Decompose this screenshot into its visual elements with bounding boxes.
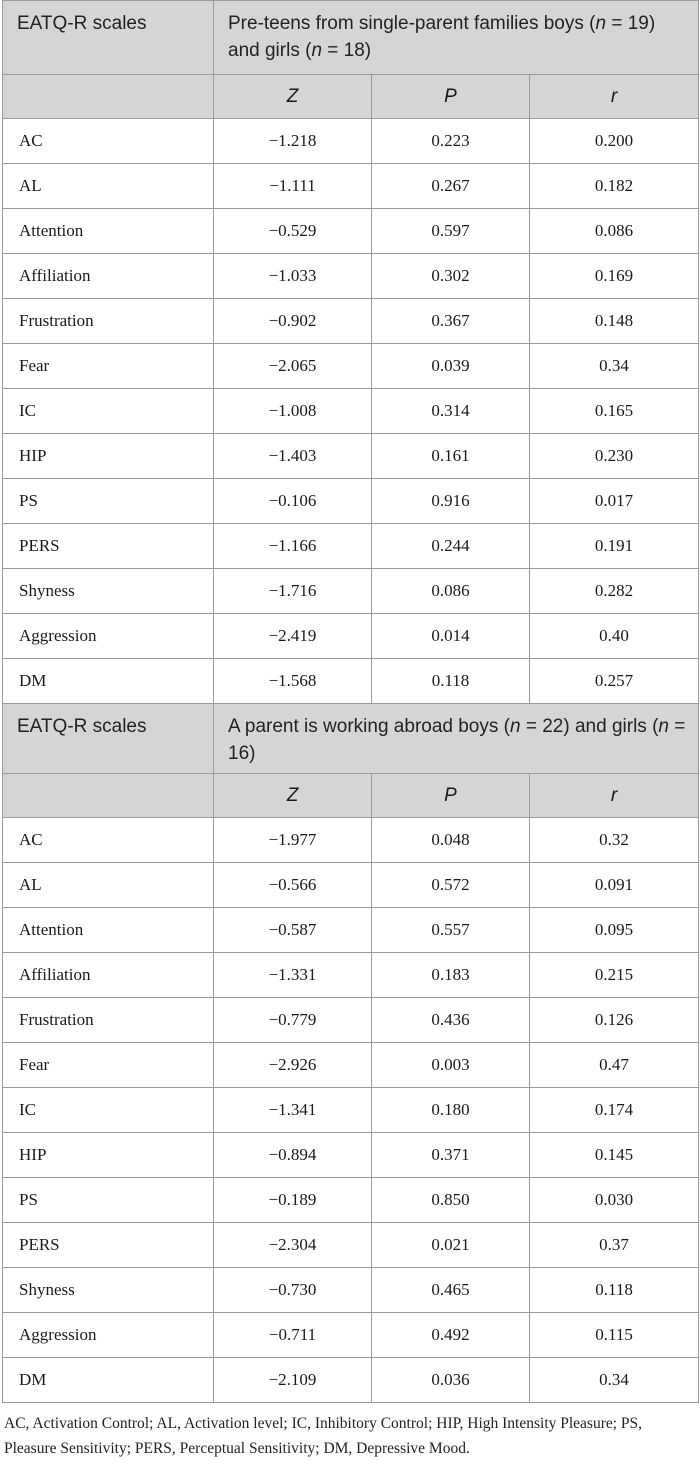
- r-value-cell: 0.47: [530, 1043, 699, 1088]
- group-title: Pre-teens from single-parent families boys (n = 19) and girls (n = 18): [214, 1, 699, 75]
- p-value-cell: 0.597: [372, 209, 530, 254]
- z-value-cell: −2.304: [214, 1223, 372, 1268]
- table-row: [3, 344, 699, 389]
- z-value-cell: −0.711: [214, 1313, 372, 1358]
- table-row: [3, 389, 699, 434]
- scale-column-header: EATQ-R scales: [3, 1, 214, 75]
- z-value-cell: −0.902: [214, 299, 372, 344]
- scale-cell: Frustration: [3, 998, 214, 1043]
- stat-header-row: [3, 75, 699, 119]
- stat-header-r: r: [530, 774, 699, 818]
- r-value-cell: 0.095: [530, 908, 699, 953]
- section-header-row: [3, 704, 699, 774]
- scale-cell: Aggression: [3, 1313, 214, 1358]
- table-row: [3, 1043, 699, 1088]
- table-row: [3, 164, 699, 209]
- p-value-cell: 0.557: [372, 908, 530, 953]
- table-body: [3, 1, 699, 1403]
- scale-cell: DM: [3, 659, 214, 704]
- r-value-cell: 0.282: [530, 569, 699, 614]
- r-value-cell: 0.165: [530, 389, 699, 434]
- r-value-cell: 0.32: [530, 818, 699, 863]
- r-value-cell: 0.030: [530, 1178, 699, 1223]
- table-row: [3, 119, 699, 164]
- p-value-cell: 0.048: [372, 818, 530, 863]
- z-value-cell: −0.106: [214, 479, 372, 524]
- table-row: [3, 1358, 699, 1403]
- p-value-cell: 0.003: [372, 1043, 530, 1088]
- r-value-cell: 0.182: [530, 164, 699, 209]
- z-value-cell: −0.587: [214, 908, 372, 953]
- z-value-cell: −1.716: [214, 569, 372, 614]
- section-header-row: [3, 1, 699, 75]
- r-value-cell: 0.017: [530, 479, 699, 524]
- scale-cell: PERS: [3, 524, 214, 569]
- p-value-cell: 0.180: [372, 1088, 530, 1133]
- scale-cell: HIP: [3, 434, 214, 479]
- table-row: [3, 569, 699, 614]
- p-value-cell: 0.183: [372, 953, 530, 998]
- p-value-cell: 0.086: [372, 569, 530, 614]
- r-value-cell: 0.230: [530, 434, 699, 479]
- stat-header-z: Z: [214, 75, 372, 119]
- table-row: [3, 299, 699, 344]
- table-row: [3, 1268, 699, 1313]
- p-value-cell: 0.223: [372, 119, 530, 164]
- scale-cell: Fear: [3, 344, 214, 389]
- table-row: [3, 614, 699, 659]
- table-row: [3, 1133, 699, 1178]
- r-value-cell: 0.191: [530, 524, 699, 569]
- z-value-cell: −1.166: [214, 524, 372, 569]
- p-value-cell: 0.572: [372, 863, 530, 908]
- z-value-cell: −1.033: [214, 254, 372, 299]
- p-value-cell: 0.302: [372, 254, 530, 299]
- scale-cell: Aggression: [3, 614, 214, 659]
- r-value-cell: 0.34: [530, 344, 699, 389]
- z-value-cell: −2.109: [214, 1358, 372, 1403]
- scale-cell: IC: [3, 1088, 214, 1133]
- z-value-cell: −1.977: [214, 818, 372, 863]
- table-row: [3, 1088, 699, 1133]
- scale-cell: Affiliation: [3, 953, 214, 998]
- z-value-cell: −1.218: [214, 119, 372, 164]
- table-row: [3, 254, 699, 299]
- scale-cell: Attention: [3, 209, 214, 254]
- stat-header-row: [3, 774, 699, 818]
- p-value-cell: 0.021: [372, 1223, 530, 1268]
- p-value-cell: 0.367: [372, 299, 530, 344]
- r-value-cell: 0.169: [530, 254, 699, 299]
- stat-header-p: P: [372, 774, 530, 818]
- z-value-cell: −0.566: [214, 863, 372, 908]
- p-value-cell: 0.014: [372, 614, 530, 659]
- table-row: [3, 953, 699, 998]
- p-value-cell: 0.244: [372, 524, 530, 569]
- p-value-cell: 0.161: [372, 434, 530, 479]
- p-value-cell: 0.850: [372, 1178, 530, 1223]
- table-row: [3, 908, 699, 953]
- p-value-cell: 0.436: [372, 998, 530, 1043]
- z-value-cell: −0.189: [214, 1178, 372, 1223]
- scale-cell: Affiliation: [3, 254, 214, 299]
- scale-cell: HIP: [3, 1133, 214, 1178]
- p-value-cell: 0.465: [372, 1268, 530, 1313]
- table-row: [3, 1223, 699, 1268]
- r-value-cell: 0.148: [530, 299, 699, 344]
- r-value-cell: 0.34: [530, 1358, 699, 1403]
- p-value-cell: 0.916: [372, 479, 530, 524]
- scale-cell: Frustration: [3, 299, 214, 344]
- p-value-cell: 0.267: [372, 164, 530, 209]
- p-value-cell: 0.039: [372, 344, 530, 389]
- z-value-cell: −0.894: [214, 1133, 372, 1178]
- z-value-cell: −1.403: [214, 434, 372, 479]
- z-value-cell: −1.341: [214, 1088, 372, 1133]
- table-row: [3, 1178, 699, 1223]
- stat-header-p: P: [372, 75, 530, 119]
- p-value-cell: 0.371: [372, 1133, 530, 1178]
- p-value-cell: 0.036: [372, 1358, 530, 1403]
- scale-column-header: EATQ-R scales: [3, 704, 214, 774]
- table-footnote: AC, Activation Control; AL, Activation level; IC, Inhibitory Control; HIP, High Intensity Pleasure; PS, Pleasure Sensitivity; PERS, Perceptual Sensitivity; DM, Depressive Mood.: [4, 1415, 643, 1457]
- scale-cell: AL: [3, 164, 214, 209]
- scale-cell: PS: [3, 479, 214, 524]
- table-row: [3, 209, 699, 254]
- table-row: [3, 863, 699, 908]
- table-row: [3, 818, 699, 863]
- r-value-cell: 0.118: [530, 1268, 699, 1313]
- scale-cell: Fear: [3, 1043, 214, 1088]
- z-value-cell: −1.331: [214, 953, 372, 998]
- z-value-cell: −2.926: [214, 1043, 372, 1088]
- r-value-cell: 0.37: [530, 1223, 699, 1268]
- table-row: [3, 479, 699, 524]
- table-row: [3, 434, 699, 479]
- blank-header-cell: [3, 75, 214, 119]
- p-value-cell: 0.314: [372, 389, 530, 434]
- r-value-cell: 0.215: [530, 953, 699, 998]
- table-row: [3, 998, 699, 1043]
- scale-cell: AC: [3, 818, 214, 863]
- z-value-cell: −1.008: [214, 389, 372, 434]
- z-value-cell: −0.529: [214, 209, 372, 254]
- scale-cell: PS: [3, 1178, 214, 1223]
- scale-cell: PERS: [3, 1223, 214, 1268]
- r-value-cell: 0.200: [530, 119, 699, 164]
- scale-cell: AL: [3, 863, 214, 908]
- z-value-cell: −0.779: [214, 998, 372, 1043]
- group-title: A parent is working abroad boys (n = 22) and girls (n = 16): [214, 704, 699, 774]
- r-value-cell: 0.115: [530, 1313, 699, 1358]
- scale-cell: AC: [3, 119, 214, 164]
- stat-header-z: Z: [214, 774, 372, 818]
- table-row: [3, 1313, 699, 1358]
- z-value-cell: −2.065: [214, 344, 372, 389]
- eatq-results-table: [2, 0, 699, 1403]
- z-value-cell: −1.111: [214, 164, 372, 209]
- scale-cell: Shyness: [3, 1268, 214, 1313]
- z-value-cell: −2.419: [214, 614, 372, 659]
- table-row: [3, 524, 699, 569]
- p-value-cell: 0.118: [372, 659, 530, 704]
- r-value-cell: 0.126: [530, 998, 699, 1043]
- r-value-cell: 0.086: [530, 209, 699, 254]
- r-value-cell: 0.091: [530, 863, 699, 908]
- p-value-cell: 0.492: [372, 1313, 530, 1358]
- scale-cell: IC: [3, 389, 214, 434]
- r-value-cell: 0.257: [530, 659, 699, 704]
- r-value-cell: 0.145: [530, 1133, 699, 1178]
- r-value-cell: 0.40: [530, 614, 699, 659]
- blank-header-cell: [3, 774, 214, 818]
- r-value-cell: 0.174: [530, 1088, 699, 1133]
- z-value-cell: −0.730: [214, 1268, 372, 1313]
- scale-cell: DM: [3, 1358, 214, 1403]
- stat-header-r: r: [530, 75, 699, 119]
- scale-cell: Attention: [3, 908, 214, 953]
- z-value-cell: −1.568: [214, 659, 372, 704]
- table-row: [3, 659, 699, 704]
- scale-cell: Shyness: [3, 569, 214, 614]
